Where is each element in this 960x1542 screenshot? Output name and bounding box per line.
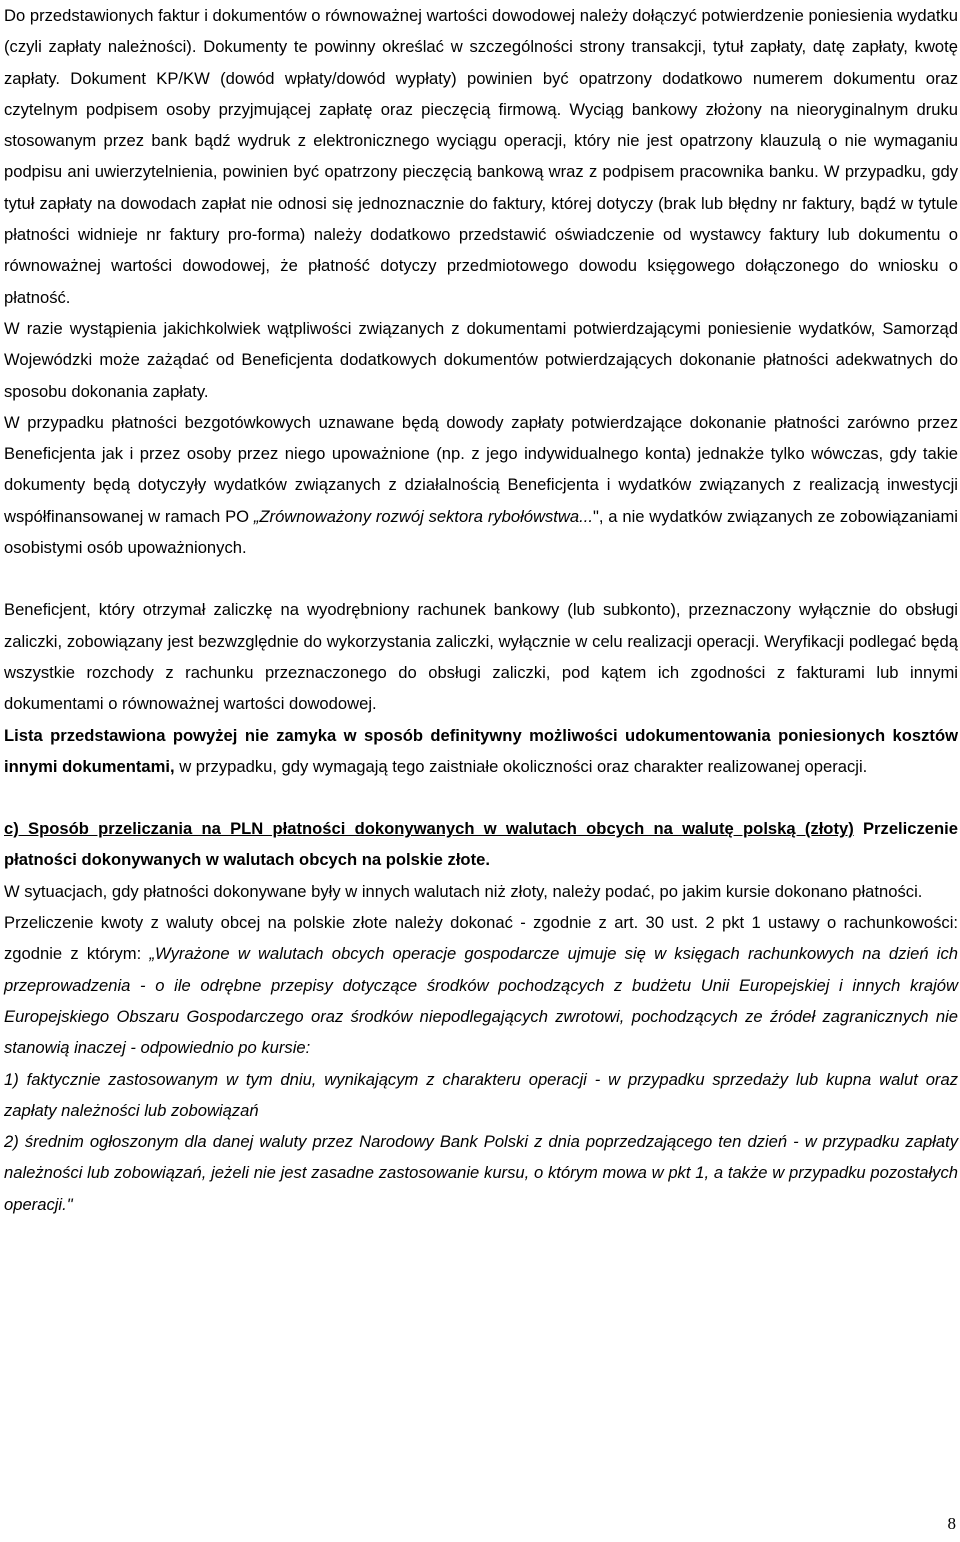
document-body bbox=[4, 0, 958, 1220]
law-point-2: 2) średnim ogłoszonym dla danej waluty przez Narodowy Bank Polski z dnia poprzedzającego ten dzień - w przypadku zapłaty należności lub zobowiązań, jeżeli nie jest zasadne zastosowanie kursu, o którym mowa w pkt 1, a także w przypadku pozostałych operacji." bbox=[4, 1132, 958, 1214]
spacer bbox=[4, 782, 958, 813]
paragraph-exchange-rate: W sytuacjach, gdy płatności dokonywane były w innych walutach niż złoty, należy podać, po jakim kursie dokonano płatności. bbox=[4, 881, 923, 901]
paragraph-conversion-text: Przeliczenie kwoty z waluty obcej na polskie złote należy dokonać - zgodnie z art. 30 ust. 2 pkt 1 ustawy o rachunkowości: zgodnie z którym: bbox=[4, 913, 958, 964]
paragraph-cashless-end: ", a nie wydatków związanych ze zobowiązaniami osobistymi osób upoważnionych. bbox=[4, 506, 958, 558]
paragraph-advance: Beneficjent, który otrzymał zaliczkę na wyodrębniony rachunek bankowy (lub subkonto), przeznaczony wyłącznie do obsługi zaliczki, zobowiązany jest bezwzględnie do wykorzystania zaliczki, wyłącznie w celu realizacji operacji. Weryfikacji podlegać będą wszystkie rozchody z rachunku przeznaczonego do obsługi zaliczki, pod kątem ich zgodności z fakturami lub innymi dokumentami o równoważnej wartości dowodowej. bbox=[4, 600, 958, 714]
paragraph-conversion bbox=[4, 907, 958, 1063]
section-heading-currency bbox=[4, 813, 958, 876]
section-heading-rest: Przeliczenie płatności dokonywanych w walutach obcych na polskie złote. bbox=[4, 819, 958, 870]
section-heading-underlined: c) Sposób przeliczania na PLN płatności dokonywanych w walutach obcych na walutę polską (złoty) bbox=[4, 819, 854, 839]
page-number: 8 bbox=[947, 1514, 956, 1533]
law-quote: „Wyrażone w walutach obcych operacje gospodarcze ujmuje się w księgach rachunkowych na dzień ich przeprowadzenia - o ile odrębne przepisy dotyczące środków pochodzących z budżetu Unii Europejskiej i innych krajów Europejskiego Obszaru Gospodarczego oraz środków niepodlegających zwrotowi, pochodzących ze źródeł zagranicznych nie stanowią inaczej - odpowiednio po kursie: bbox=[4, 944, 958, 1058]
paragraph-payment-proof-text-cont: W przypadku, gdy tytuł zapłaty na dowodach zapłat nie odnosi się jednoznacznie do faktury, której dotyczy (brak lub błędny nr faktury, bądź w tytule płatności widnieje nr faktury pro-forma) należy dodatkowo przedstawić oświadczenie od wystawcy faktury lub dokumentu o równoważnej wartości dowodowej, że płatność dotyczy przedmiotowego dowodu księgowego dołączonego do wniosku o płatność. bbox=[4, 162, 958, 307]
list-note-rest: w przypadku, gdy wymagają tego zaistniałe okoliczności oraz charakter realizowanej operacji. bbox=[174, 756, 868, 776]
law-point-1: 1) faktycznie zastosowanym w tym dniu, wynikającym z charakteru operacji - w przypadku sprzedaży lub kupna walut oraz zapłaty należności lub zobowiązań bbox=[4, 1069, 958, 1120]
program-name: „Zrównoważony rozwój sektora rybołówstwa... bbox=[253, 506, 593, 526]
paragraph-list-note bbox=[4, 720, 958, 783]
paragraph-payment-proof-text: Do przedstawionych faktur i dokumentów o równoważnej wartości dowodowej należy dołączyć potwierdzenie poniesienia wydatku (czyli zapłaty należności). Dokumenty te powinny określać w szczególności strony transakcji, tytuł zapłaty, datę zapłaty, kwotę zapłaty. Dokument KP/KW (dowód wpłaty/dowód wypłaty) powinien być opatrzony dodatkowo numerem dokumentu oraz czytelnym podpisem osoby przyjmującej zapłatę oraz pieczęcią firmową. Wyciąg bankowy złożony na nieoryginalnym druku stosowanym przez bank bądź wydruk z elektronicznego wyciągu operacji, który nie jest opatrzony klauzulą o nie wymaganiu podpisu ani uwierzytelnienia, powinien być opatrzony pieczęcią bankową wraz z podpisem pracownika banku. bbox=[4, 6, 958, 182]
paragraph-doubts: W razie wystąpienia jakichkolwiek wątpliwości związanych z dokumentami potwierdzającymi poniesienie wydatków, Samorząd Wojewódzki może zażądać od Beneficjenta dodatkowych dokumentów potwierdzających dokonanie płatności adekwatnych do sposobu dokonania zapłaty. bbox=[4, 318, 958, 401]
paragraph-cashless bbox=[4, 407, 958, 563]
paragraph-cashless-text: W przypadku płatności bezgotówkowych uznawane będą dowody zapłaty potwierdzające dokonanie płatności zarówno przez Beneficjenta jak i przez osoby przez niego upoważnione (np. z jego indywidualnego konta) jednakże tylko wówczas, gdy takie dokumenty będą dotyczyły wydatków związanych z działalnością Beneficjenta i wydatków związanych z realizacją inwestycji współfinansowanej w ramach PO bbox=[4, 412, 958, 526]
spacer bbox=[4, 563, 958, 594]
list-note-bold: Lista przedstawiona powyżej nie zamyka w sposób definitywny możliwości udokumentowania poniesionych kosztów innymi dokumentami, bbox=[4, 725, 958, 776]
paragraph-payment-proof bbox=[4, 0, 958, 313]
